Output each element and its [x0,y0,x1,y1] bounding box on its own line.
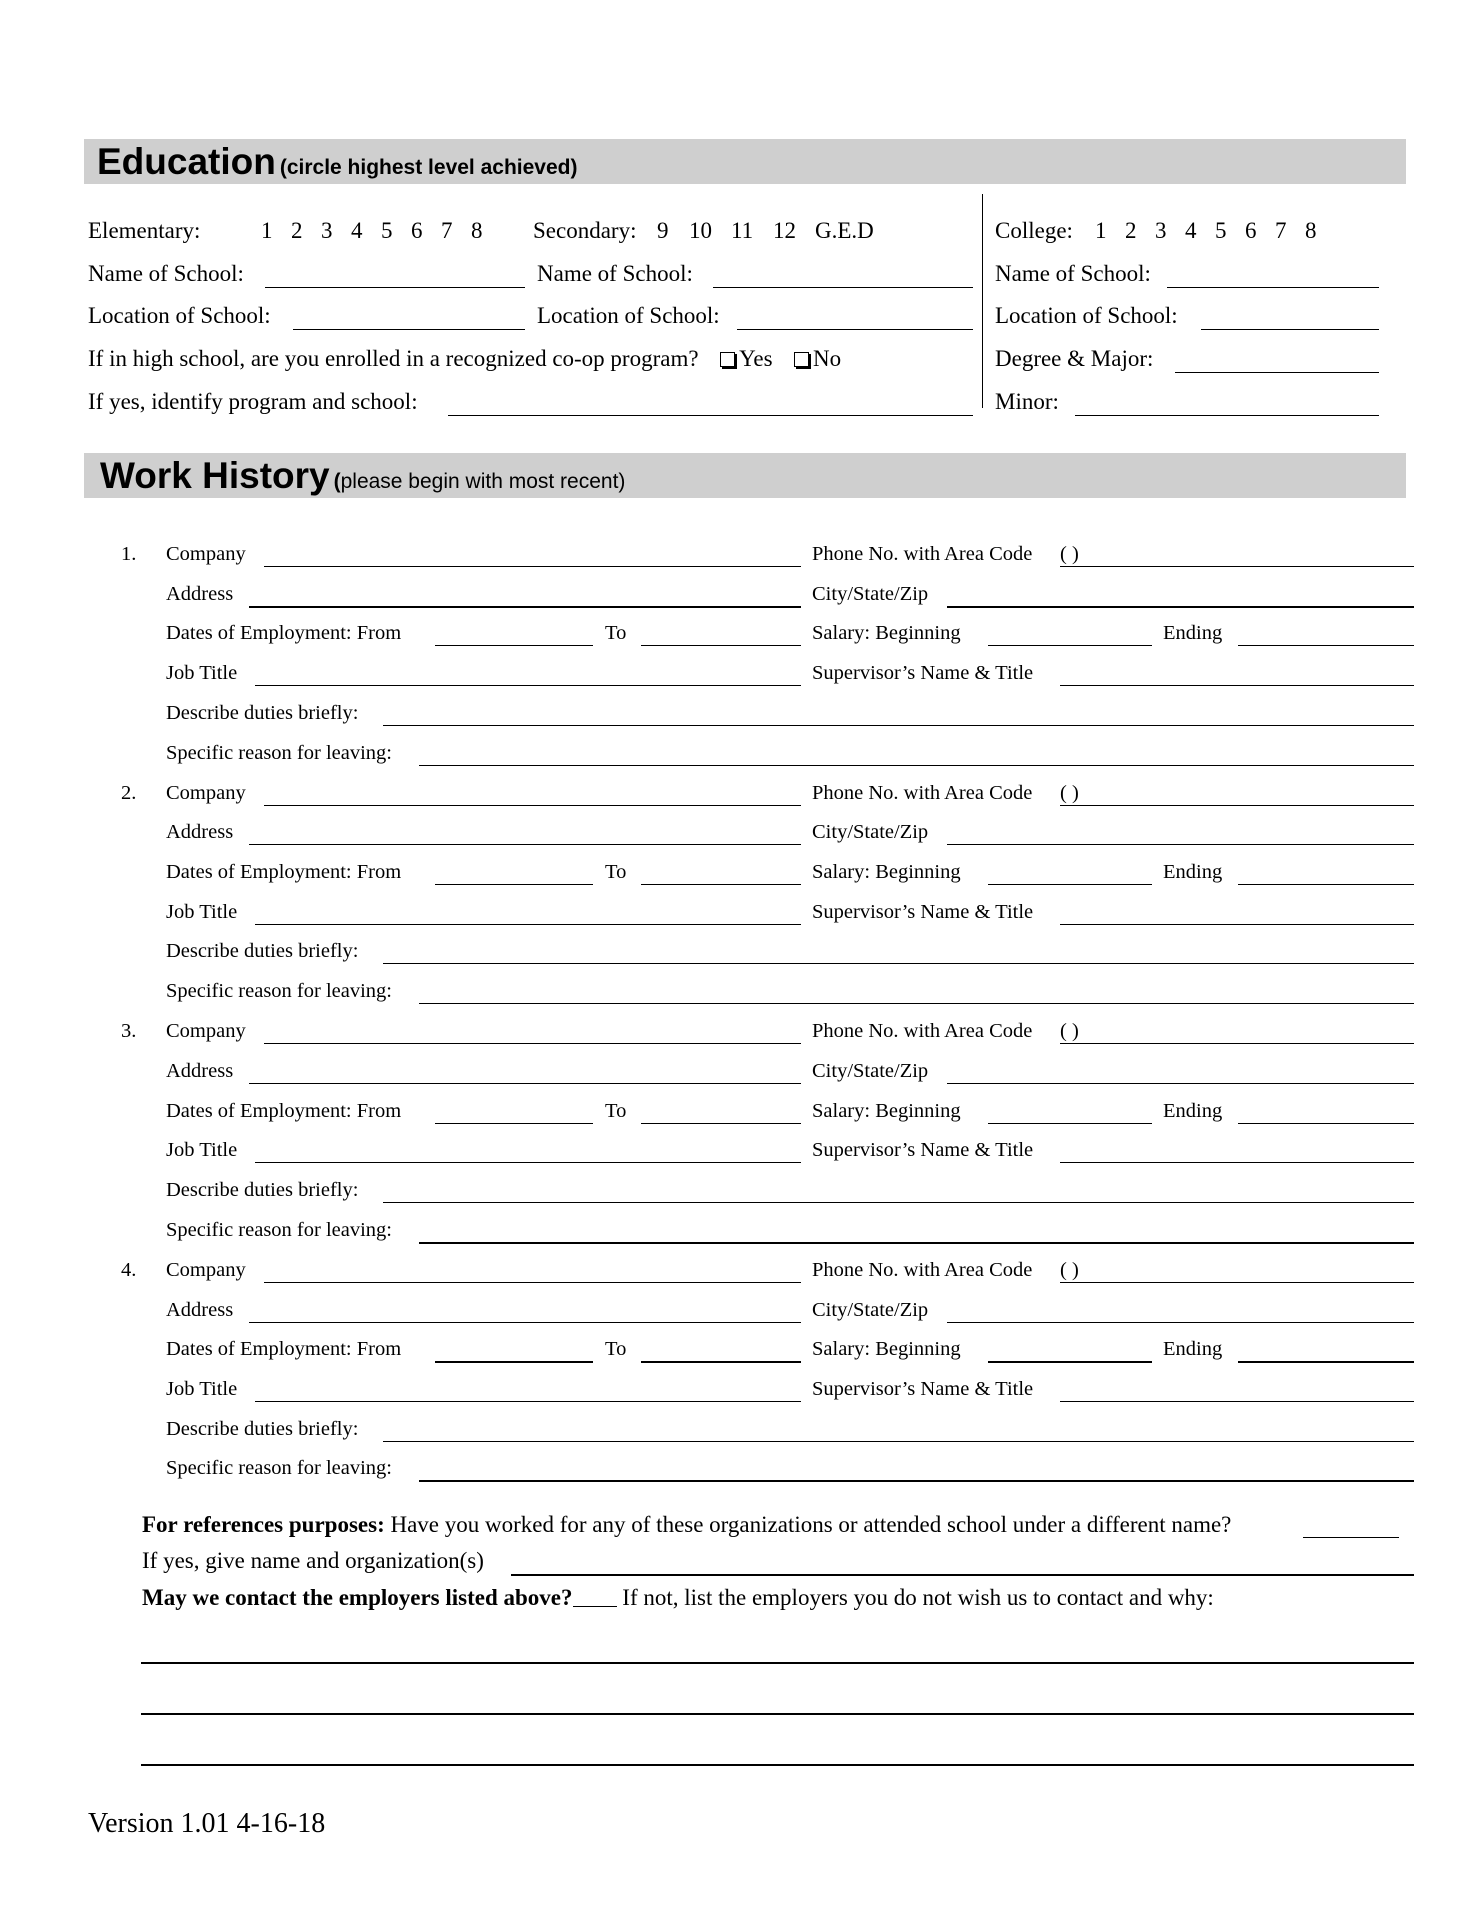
entry-4-duties-label: Describe duties briefly: [166,1418,359,1440]
elementary-level-5[interactable]: 5 [381,218,393,243]
elementary-level-2[interactable]: 2 [291,218,303,243]
elementary-level-3[interactable]: 3 [321,218,333,243]
entry-4-duties-field[interactable] [383,1441,1414,1442]
minor-field[interactable] [1075,415,1379,416]
entry-1-salary-beginning-field[interactable] [988,645,1152,646]
education-column-divider [982,194,983,408]
coop-yes-label: Yes [739,346,773,371]
entry-4-salary-beginning-label: Salary: Beginning [812,1338,961,1360]
entry-2-salary-ending-label: Ending [1163,861,1223,883]
entry-1-date-to-field[interactable] [641,645,801,646]
entry-4-salary-beginning-field[interactable] [988,1361,1152,1363]
entry-1-city-state-zip-label: City/State/Zip [812,583,929,605]
college-level-8[interactable]: 8 [1305,218,1317,243]
entry-3-address-field[interactable] [249,1083,801,1084]
secondary-school-name-field[interactable] [713,287,973,288]
entry-2-address-label: Address [166,821,234,843]
entry-1-salary-ending-field[interactable] [1238,645,1414,646]
entry-3-supervisor-field[interactable] [1060,1162,1414,1163]
contact-answer-field[interactable] [573,1588,617,1607]
entry-4-dates-from-label: Dates of Employment: From [166,1338,402,1360]
entry-1-phone-field[interactable] [1060,566,1414,567]
entry-2-company-field[interactable] [264,805,801,806]
entry-2-date-from-field[interactable] [435,884,593,885]
degree-major-label: Degree & Major: [995,346,1154,371]
entry-3-city-state-zip-label: City/State/Zip [812,1060,929,1082]
entry-2-date-to-field[interactable] [641,884,801,885]
elementary-school-location-label: Location of School: [88,303,271,328]
college-label: College: [995,218,1073,243]
entry-1-address-field[interactable] [249,606,801,608]
different-name-answer-field[interactable] [1303,1537,1399,1538]
entry-1-company-label: Company [166,543,246,565]
work-history-subtitle-paren: ( [333,470,341,493]
entry-3-date-from-field[interactable] [435,1123,593,1124]
entry-1-supervisor-field[interactable] [1060,685,1414,686]
elementary-school-location-field[interactable] [293,329,525,330]
entry-3-supervisor-label: Supervisor’s Name & Title [812,1139,1034,1161]
entry-2-number: 2. [121,782,137,804]
college-level-1[interactable]: 1 [1095,218,1107,243]
entry-4-address-field[interactable] [249,1322,801,1323]
college-school-name-field[interactable] [1167,287,1379,288]
entry-1-reason-field[interactable] [419,765,1414,766]
entry-4-city-state-zip-field[interactable] [947,1322,1414,1323]
entry-1-phone-label: Phone No. with Area Code [812,543,1033,565]
entry-2-address-field[interactable] [249,844,801,845]
coop-question-text: If in high school, are you enrolled in a recognized co-op program? [88,346,699,371]
college-level-2[interactable]: 2 [1125,218,1137,243]
entry-4-supervisor-label: Supervisor’s Name & Title [812,1378,1034,1400]
entry-3-salary-beginning-label: Salary: Beginning [812,1100,961,1122]
work-history-subtitle: please begin with most recent) [340,470,626,493]
elementary-school-name-field[interactable] [265,287,525,288]
references-bold: For references purposes: [142,1512,385,1537]
entry-1-duties-field[interactable] [383,725,1414,726]
secondary-school-location-label: Location of School: [537,303,720,328]
education-heading [97,139,577,184]
entry-4-city-state-zip-label: City/State/Zip [812,1299,929,1321]
entry-4-salary-ending-label: Ending [1163,1338,1223,1360]
entry-2-supervisor-field[interactable] [1060,924,1414,925]
entry-4-supervisor-field[interactable] [1060,1401,1414,1402]
no-contact-line-1[interactable] [141,1662,1414,1664]
coop-no-checkbox[interactable] [794,352,809,367]
entry-2-duties-field[interactable] [383,963,1414,964]
entry-2-dates-to-label: To [605,861,627,883]
entry-2-duties-label: Describe duties briefly: [166,940,359,962]
entry-1-job-title-label: Job Title [166,662,238,684]
entry-2-job-title-field[interactable] [255,924,801,925]
no-contact-line-3[interactable] [141,1764,1414,1766]
no-contact-line-2[interactable] [141,1713,1414,1715]
elementary-level-4[interactable]: 4 [351,218,363,243]
secondary-level-9[interactable]: 9 [657,218,669,243]
coop-no-label: No [813,346,842,371]
contact-text: If not, list the employers you do not wish us to contact and why: [622,1585,1214,1610]
elementary-level-7[interactable]: 7 [441,218,453,243]
college-level-4[interactable]: 4 [1185,218,1197,243]
entry-2-city-state-zip-label: City/State/Zip [812,821,929,843]
contact-question [142,1585,1214,1611]
entry-1-city-state-zip-field[interactable] [947,606,1414,608]
entry-1-duties-label: Describe duties briefly: [166,702,359,724]
entry-3-phone-label: Phone No. with Area Code [812,1020,1033,1042]
elementary-level-6[interactable]: 6 [411,218,423,243]
entry-3-reason-field[interactable] [419,1242,1414,1244]
entry-3-dates-from-label: Dates of Employment: From [166,1100,402,1122]
elementary-level-1[interactable]: 1 [261,218,273,243]
secondary-level-10[interactable]: 10 [689,218,712,243]
secondary-school-location-field[interactable] [737,329,973,330]
entry-2-reason-field[interactable] [419,1003,1414,1004]
entry-3-address-label: Address [166,1060,234,1082]
college-school-name-label: Name of School: [995,261,1151,286]
secondary-level-ged[interactable]: G.E.D [815,218,874,243]
entry-4-address-label: Address [166,1299,234,1321]
entry-1-company-field[interactable] [264,566,801,567]
entry-2-company-label: Company [166,782,246,804]
coop-yes-checkbox[interactable] [720,352,735,367]
entry-1-date-from-field[interactable] [435,645,593,646]
elementary-school-name-label: Name of School: [88,261,244,286]
entry-1-area-code: ( ) [1060,543,1079,565]
entry-2-salary-beginning-field[interactable] [988,884,1152,885]
entry-2-area-code: ( ) [1060,782,1079,804]
give-name-field[interactable] [511,1574,1414,1576]
entry-2-phone-label: Phone No. with Area Code [812,782,1033,804]
entry-3-dates-to-label: To [605,1100,627,1122]
entry-1-job-title-field[interactable] [255,685,801,686]
references-text: Have you worked for any of these organizations or attended school under a different name? [390,1512,1232,1537]
entry-4-company-label: Company [166,1259,246,1281]
entry-2-supervisor-label: Supervisor’s Name & Title [812,901,1034,923]
college-level-3[interactable]: 3 [1155,218,1167,243]
college-level-7[interactable]: 7 [1275,218,1287,243]
entry-1-dates-from-label: Dates of Employment: From [166,622,402,644]
entry-2-job-title-label: Job Title [166,901,238,923]
entry-4-job-title-field[interactable] [255,1401,801,1402]
entry-3-salary-ending-label: Ending [1163,1100,1223,1122]
give-name-label: If yes, give name and organization(s) [142,1548,484,1573]
contact-bold: May we contact the employers listed above? [142,1585,573,1610]
degree-major-field[interactable] [1175,372,1379,373]
entry-1-number: 1. [121,543,137,565]
entry-4-salary-ending-field[interactable] [1238,1361,1414,1363]
entry-3-area-code: ( ) [1060,1020,1079,1042]
entry-2-salary-beginning-label: Salary: Beginning [812,861,961,883]
entry-3-city-state-zip-field[interactable] [947,1083,1414,1084]
entry-4-number: 4. [121,1259,137,1281]
entry-3-number: 3. [121,1020,137,1042]
entry-3-job-title-label: Job Title [166,1139,238,1161]
entry-2-reason-label: Specific reason for leaving: [166,980,392,1002]
entry-1-dates-to-label: To [605,622,627,644]
college-school-location-field[interactable] [1201,329,1379,330]
entry-3-duties-label: Describe duties briefly: [166,1179,359,1201]
entry-4-dates-to-label: To [605,1338,627,1360]
secondary-school-name-label: Name of School: [537,261,693,286]
entry-1-address-label: Address [166,583,234,605]
entry-4-company-field[interactable] [264,1282,801,1283]
entry-4-reason-label: Specific reason for leaving: [166,1457,392,1479]
entry-1-reason-label: Specific reason for leaving: [166,742,392,764]
entry-2-city-state-zip-field[interactable] [947,844,1414,845]
entry-3-company-label: Company [166,1020,246,1042]
secondary-label: Secondary: [533,218,637,243]
entry-4-job-title-label: Job Title [166,1378,238,1400]
entry-2-phone-field[interactable] [1060,805,1414,806]
elementary-level-8[interactable]: 8 [471,218,483,243]
work-history-title: Work History [100,455,330,496]
version-label: Version 1.01 4-16-18 [88,1808,326,1839]
elementary-label: Elementary: [88,218,201,243]
education-subtitle: (circle highest level achieved) [279,156,578,179]
entry-2-salary-ending-field[interactable] [1238,884,1414,885]
college-level-6[interactable]: 6 [1245,218,1257,243]
work-history-heading [100,453,625,498]
coop-program-field[interactable] [448,415,973,416]
entry-3-salary-ending-field[interactable] [1238,1123,1414,1124]
college-level-5[interactable]: 5 [1215,218,1227,243]
entry-4-reason-field[interactable] [419,1480,1414,1482]
entry-4-phone-label: Phone No. with Area Code [812,1259,1033,1281]
secondary-level-12[interactable]: 12 [773,218,796,243]
entry-3-reason-label: Specific reason for leaving: [166,1219,392,1241]
coop-question [88,346,841,372]
entry-4-date-to-field[interactable] [641,1361,801,1363]
entry-3-phone-field[interactable] [1060,1043,1414,1044]
entry-3-salary-beginning-field[interactable] [988,1123,1152,1124]
education-title: Education [97,141,276,182]
entry-1-salary-beginning-label: Salary: Beginning [812,622,961,644]
secondary-level-11[interactable]: 11 [731,218,754,243]
entry-3-company-field[interactable] [264,1043,801,1044]
entry-1-supervisor-label: Supervisor’s Name & Title [812,662,1034,684]
college-school-location-label: Location of School: [995,303,1178,328]
entry-4-area-code: ( ) [1060,1259,1079,1281]
entry-1-salary-ending-label: Ending [1163,622,1223,644]
entry-4-phone-field[interactable] [1060,1282,1414,1283]
entry-3-job-title-field[interactable] [255,1162,801,1163]
entry-2-dates-from-label: Dates of Employment: From [166,861,402,883]
entry-3-duties-field[interactable] [383,1202,1414,1203]
references-question [142,1512,1231,1538]
minor-label: Minor: [995,389,1059,414]
entry-3-date-to-field[interactable] [641,1123,801,1124]
coop-program-label: If yes, identify program and school: [88,389,418,414]
entry-4-date-from-field[interactable] [435,1361,593,1363]
